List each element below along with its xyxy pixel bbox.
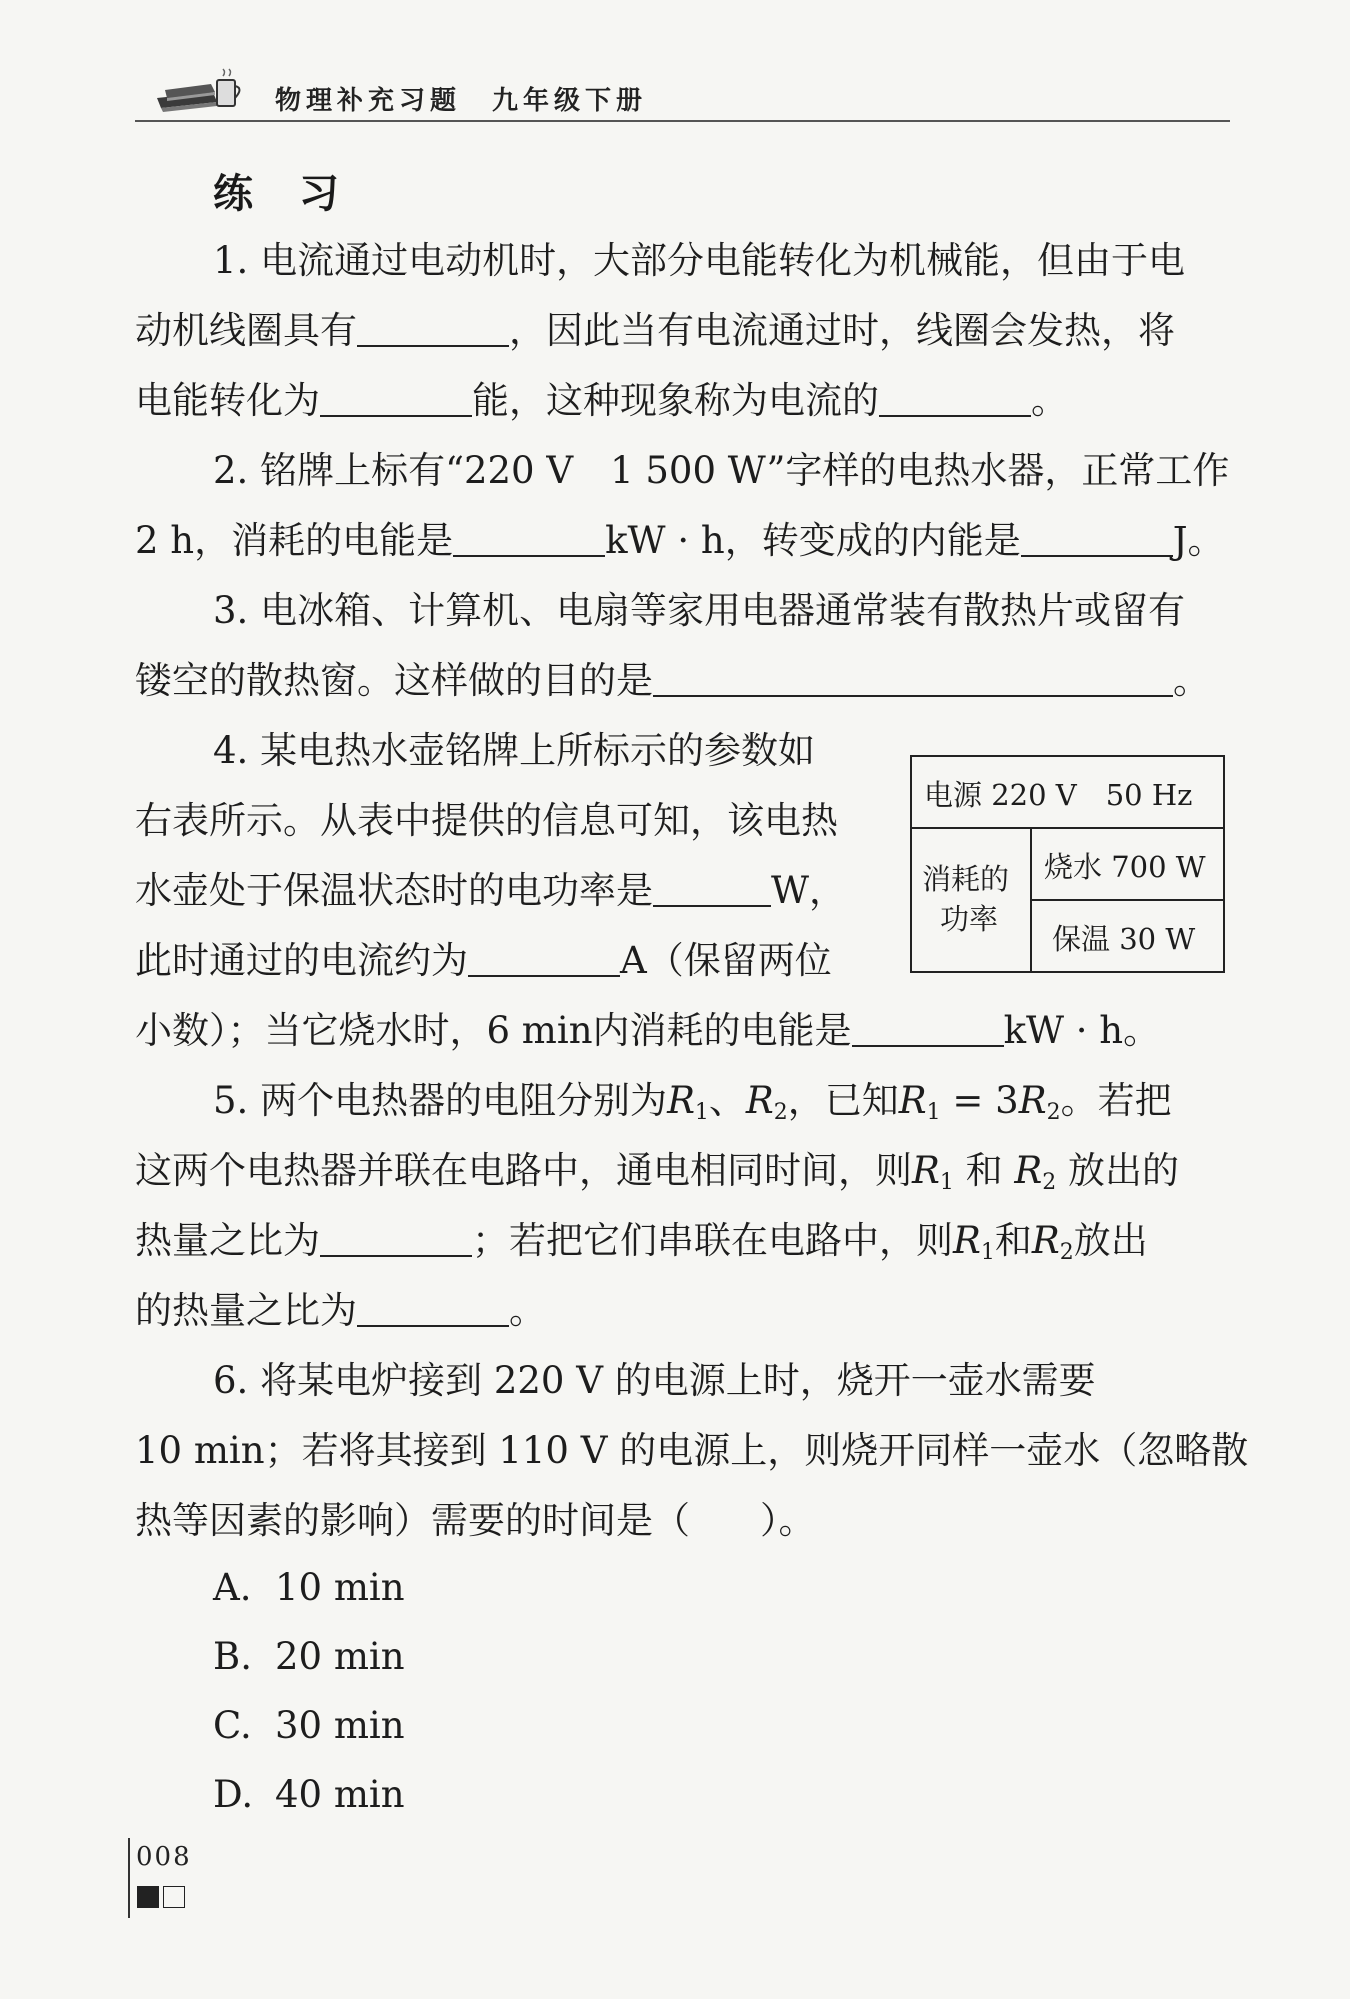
boil-power-cell: 烧水 700 W	[1044, 850, 1206, 884]
q3-line-1: 3. 电冰箱、计算机、电扇等家用电器通常装有散热片或留有	[213, 589, 1186, 632]
q5-text: = 3	[940, 1079, 1019, 1122]
option-letter: B.	[213, 1635, 252, 1678]
subscript: 1	[980, 1240, 995, 1265]
resistor-symbol: R	[898, 1079, 927, 1122]
q4-line-2: 右表所示。从表中提供的信息可知，该电热	[135, 799, 838, 842]
q6-line-2: 10 min；若将其接到 110 V 的电源上，则烧开同样一壶水（忽略散	[135, 1429, 1249, 1472]
subscript: 1	[939, 1170, 954, 1195]
q2-line-2	[135, 506, 1230, 576]
q5-text: 这两个电热器并联在电路中，通电相同时间，则	[135, 1149, 912, 1192]
q5-text: 放出	[1073, 1219, 1148, 1262]
answer-blank[interactable]	[453, 525, 605, 557]
question-5	[135, 1066, 1230, 1346]
option-a[interactable]	[213, 1566, 405, 1609]
resistor-symbol: R	[745, 1079, 774, 1122]
q4-text: A（保留两位	[620, 939, 832, 982]
question-2	[135, 436, 1230, 576]
q4-text: 小数）；当它烧水时，6 min内消耗的电能是	[135, 1009, 852, 1052]
option-text: 30 min	[275, 1704, 405, 1747]
table-divider	[1030, 899, 1223, 901]
option-c[interactable]	[213, 1704, 405, 1747]
answer-blank[interactable]	[320, 385, 472, 417]
q3-line-2	[135, 646, 1230, 716]
q5-line-1	[135, 1066, 1230, 1136]
subscript: 2	[773, 1100, 788, 1125]
resistor-symbol: R	[912, 1149, 940, 1192]
answer-blank[interactable]	[357, 1295, 509, 1327]
question-6	[135, 1346, 1249, 1556]
consumed-power-label: 功率	[940, 902, 999, 936]
q1-text: 能，这种现象称为电流的	[472, 379, 879, 422]
resistor-symbol: R	[1018, 1079, 1047, 1122]
q5-text: 。若把	[1060, 1079, 1172, 1122]
q2-line-1: 2. 铭牌上标有“220 V 1 500 W”字样的电热水器，正常工作	[213, 449, 1230, 492]
keep-warm-power-cell: 保温 30 W	[1052, 922, 1196, 956]
option-text: 20 min	[275, 1635, 405, 1678]
q2-text: kW · h，转变成的内能是	[605, 519, 1021, 562]
q2-text: 2 h，消耗的电能是	[135, 519, 454, 562]
q5-text: 、	[708, 1079, 746, 1122]
book-title: 物理补充习题	[275, 86, 462, 116]
q5-text: 和	[994, 1219, 1032, 1262]
q1-text: 电能转化为	[135, 379, 320, 422]
q4-line-3	[135, 856, 895, 926]
question-3	[135, 576, 1230, 716]
q1-line-2	[135, 296, 1230, 366]
q6-line-1: 6. 将某电炉接到 220 V 的电源上时，烧开一壶水需要	[213, 1359, 1096, 1402]
answer-blank[interactable]	[879, 385, 1031, 417]
table-row	[912, 757, 1223, 829]
power-supply-cell: 电源 220 V 50 Hz	[924, 778, 1193, 812]
empty-square-icon	[163, 1886, 185, 1908]
q5-text: 5. 两个电热器的电阻分别为	[213, 1079, 668, 1122]
filled-square-icon	[137, 1886, 159, 1908]
page-number: 008	[136, 1842, 192, 1872]
answer-blank[interactable]	[653, 665, 1173, 697]
books-and-cup-icon	[155, 68, 247, 116]
footer-bar	[128, 1838, 130, 1918]
q4-text: W，	[771, 869, 847, 912]
kettle-spec-table	[910, 755, 1225, 973]
q5-text: 热量之比为	[135, 1219, 320, 1262]
subscript: 2	[1042, 1170, 1057, 1195]
q3-text: 。	[1173, 659, 1210, 702]
resistor-symbol: R	[1031, 1219, 1060, 1262]
q6-line-3	[135, 1486, 1230, 1556]
q3-text: 镂空的散热窗。这样做的目的是	[135, 659, 653, 702]
q1-line-1: 1. 电流通过电动机时，大部分电能转化为机械能，但由于电	[213, 239, 1186, 282]
q4-text: 此时通过的电流约为	[135, 939, 468, 982]
q5-text: 放出的	[1056, 1149, 1180, 1192]
answer-blank[interactable]	[1021, 525, 1173, 557]
q6-text: ）。	[760, 1499, 816, 1542]
q5-text: ；若把它们串联在电路中，则	[472, 1219, 953, 1262]
resistor-symbol: R	[953, 1219, 981, 1262]
q5-text: 的热量之比为	[135, 1289, 357, 1332]
option-letter: D.	[213, 1773, 254, 1816]
subscript: 1	[694, 1100, 709, 1125]
q5-text: 和	[953, 1149, 1015, 1192]
q5-line-3	[135, 1206, 1230, 1276]
q5-text: 。	[509, 1289, 546, 1332]
header-rule	[135, 120, 1230, 122]
q4-text: kW · h。	[1003, 1009, 1161, 1052]
q1-text: 。	[1031, 379, 1068, 422]
option-b[interactable]	[213, 1635, 405, 1678]
q5-text: ，已知	[787, 1079, 899, 1122]
answer-blank[interactable]	[357, 315, 509, 347]
consumed-power-label: 消耗的	[922, 862, 1010, 896]
subscript: 2	[1059, 1240, 1074, 1265]
option-text: 10 min	[275, 1566, 405, 1609]
section-title: 练 习	[213, 171, 355, 217]
answer-blank[interactable]	[852, 1015, 1004, 1047]
option-text: 40 min	[275, 1773, 405, 1816]
subscript: 1	[926, 1100, 941, 1125]
option-letter: A.	[213, 1566, 252, 1609]
q1-text: ，因此当有电流通过时，线圈会发热，将	[509, 309, 1175, 352]
question-4	[135, 716, 895, 996]
option-d[interactable]	[213, 1773, 405, 1816]
resistor-symbol: R	[667, 1079, 695, 1122]
answer-blank[interactable]	[468, 945, 620, 977]
question-1	[135, 226, 1230, 436]
resistor-symbol: R	[1014, 1149, 1043, 1192]
q2-text: J。	[1172, 519, 1225, 562]
q5-line-4	[135, 1276, 1230, 1346]
running-head	[275, 80, 647, 117]
answer-blank[interactable]	[320, 1225, 472, 1257]
q4-line-5	[135, 996, 1230, 1066]
subscript: 2	[1046, 1100, 1061, 1125]
answer-blank[interactable]	[653, 875, 771, 907]
q4-text: 水壶处于保温状态时的电功率是	[135, 869, 653, 912]
question-4-continued	[135, 996, 1230, 1066]
q4-line-1: 4. 某电热水壶铭牌上所标示的参数如	[213, 729, 816, 772]
q6-text: 热等因素的影响）需要的时间是（	[135, 1499, 690, 1542]
q1-line-3	[135, 366, 1230, 436]
q5-line-2	[135, 1136, 1230, 1206]
grade-label: 九年级下册	[492, 86, 648, 116]
page-header	[135, 62, 1230, 122]
option-letter: C.	[213, 1704, 252, 1747]
q4-line-4	[135, 926, 895, 996]
q1-text: 动机线圈具有	[135, 309, 357, 352]
